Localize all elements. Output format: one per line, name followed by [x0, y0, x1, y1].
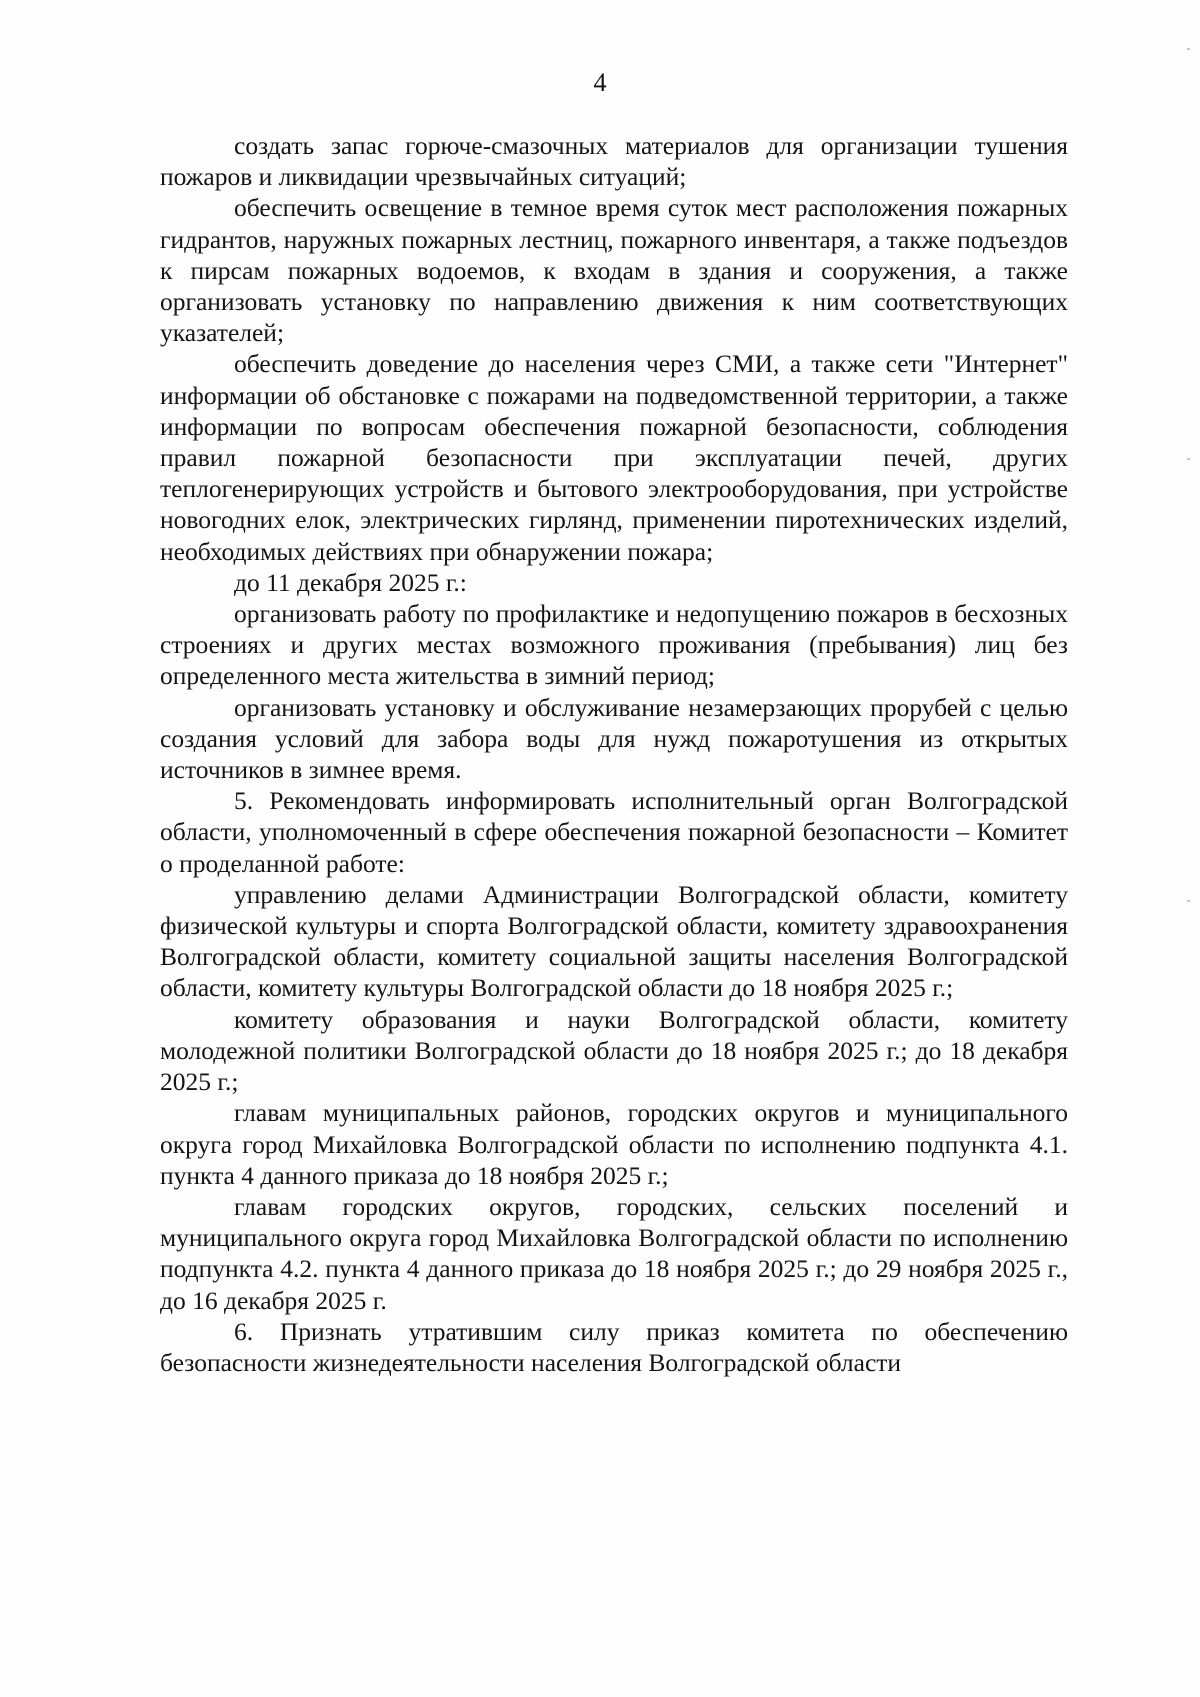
- page-number: 4: [593, 68, 607, 97]
- paragraph-ice-holes: организовать установку и обслуживание незамерзающих прорубей с целью создания условий для забора воды для нужд пожаротушения из открытых источников в зимнее время.: [160, 692, 1068, 785]
- paragraph-prevention-work: организовать работу по профилактике и недопущению пожаров в бесхозных строениях и других местах возможного проживания (пребывания) лиц без определенного места жительства в зимний период;: [160, 599, 1068, 691]
- paragraph-public-information: обеспечить доведение до населения через СМИ, а также сети "Интернет" информации об обстановке с пожарами на подведомственной территории, а также информации по вопросам обеспечения пожарной безопасности, соблюдения правил пожарной безопасности при эксплуатации печей, других теплогенерирующих устройств и бытового электрооборудования, при устройстве новогодних елок, электрических гирлянд, применении пиротехнических изделий, необходимых действиях при обнаружении пожара;: [160, 349, 1068, 566]
- paragraph-deadline: до 11 декабря 2025 г.:: [234, 567, 467, 597]
- scan-artifact: [1187, 48, 1190, 50]
- paragraph-lighting: обеспечить освещение в темное время суток мест расположения пожарных гидрантов, наружных пожарных лестниц, пожарного инвентаря, а также подъездов к пирсам пожарных водоемов, к входам в здания и сооружения, а также организовать установку по направлению движения к ним соответствующих указателей;: [160, 193, 1068, 348]
- paragraph-item-5: 5. Рекомендовать информировать исполнительный орган Волгоградской области, уполномоченный в сфере обеспечения пожарной безопасности – Комитет о проделанной работе:: [160, 786, 1068, 878]
- paragraph-item-6: 6. Признать утратившим силу приказ комитета по обеспечению безопасности жизнедеятельности населения Волгоградской области: [160, 1316, 1068, 1377]
- paragraph-administration: управлению делами Администрации Волгоградской области, комитету физической культуры и спорта Волгоградской области, комитету здравоохранения Волгоградской области, комитету социальной защиты населения Волгоградской области, комитету культуры Волгоградской области до 18 ноября 2025 г.;: [160, 879, 1068, 1003]
- scan-artifact: [1187, 900, 1190, 902]
- paragraph-education-committee: комитету образования и науки Волгоградской области, комитету молодежной политики Волгоградской области до 18 ноября 2025 г.; до 18 декабря 2025 г.;: [160, 1004, 1068, 1097]
- scan-artifact: [1187, 458, 1190, 460]
- document-body: [160, 130, 1068, 1378]
- paragraph-fuel-reserve: создать запас горюче-смазочных материалов для организации тушения пожаров и ликвидации чрезвычайных ситуаций;: [160, 131, 1068, 192]
- paragraph-district-heads: главам муниципальных районов, городских округов и муниципального округа город Михайловка Волгоградской области по исполнению подпункта 4.1. пункта 4 данного приказа до 18 ноября 2025 г.;: [160, 1098, 1068, 1190]
- paragraph-settlement-heads: главам городских округов, городских, сельских поселений и муниципального округа город Михайловка Волгоградской области по исполнению подпункта 4.2. пункта 4 данного приказа до 18 ноября 2025 г.; до 29 ноября 2025 г., до 16 декабря 2025 г.: [160, 1191, 1068, 1315]
